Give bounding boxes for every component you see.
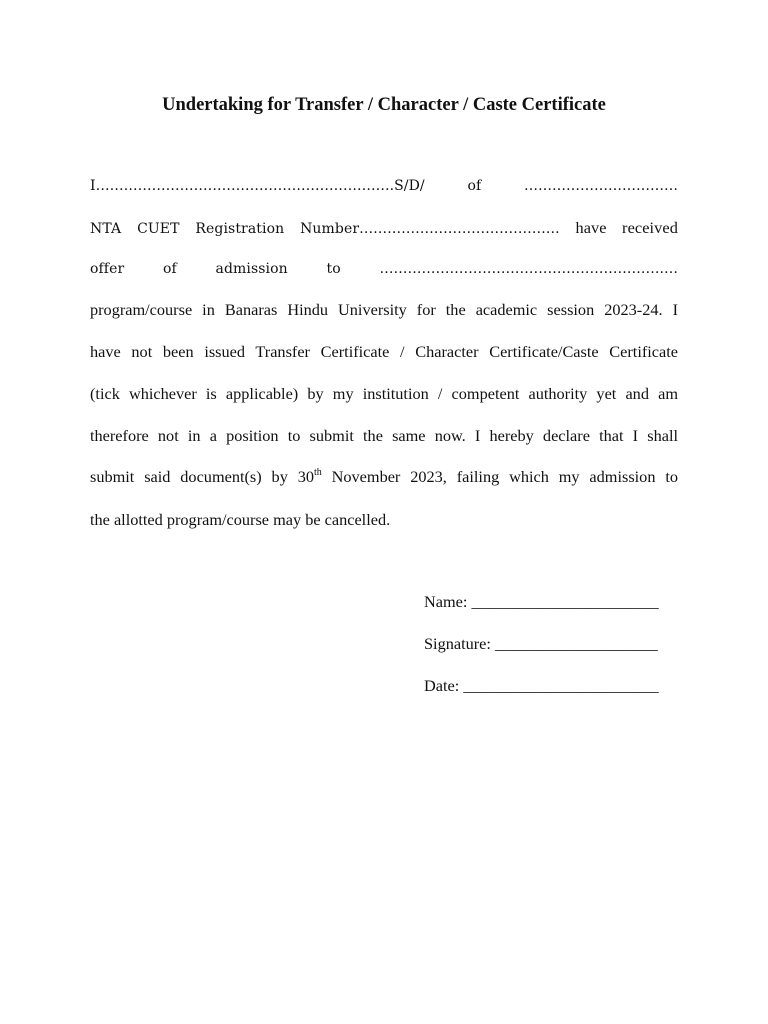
deadline-text-end: November 2023, failing which my admission to xyxy=(321,467,678,486)
to-word: to xyxy=(326,261,341,277)
name-field: Name: _______________________ xyxy=(424,592,659,611)
offer-word: offer xyxy=(90,261,125,277)
date-field: Date: ________________________ xyxy=(424,676,659,695)
registration-number-label: NTA CUET Registration Number xyxy=(90,221,360,237)
document-title: Undertaking for Transfer / Character / Caste Certificate xyxy=(162,95,606,115)
body-line-9: the allotted program/course may be cancelled. xyxy=(90,510,391,529)
body-line-4: program/course in Banaras Hindu University for the academic session 2023-24. I xyxy=(90,300,678,319)
registration-number-line xyxy=(90,217,678,240)
parent-relation-label: S/D/ of xyxy=(394,178,482,194)
program-blank-dots: …………………………………………………….… xyxy=(379,261,678,277)
body-line-6: (tick whichever is applicable) by my institution / competent authority yet and am xyxy=(90,384,678,403)
admission-word: admission xyxy=(215,261,288,277)
registration-number-blank-dots: ……………………………………. xyxy=(359,221,560,237)
declarant-name-line xyxy=(90,175,678,197)
signature-field: Signature: ____________________ xyxy=(424,634,658,653)
body-line-8 xyxy=(90,466,678,488)
ordinal-suffix: th xyxy=(313,466,322,478)
have-received-text: have received xyxy=(575,218,678,237)
name-blank-dots: ………………………………………………………. xyxy=(95,178,395,194)
parent-name-blank-dots: …………………………… xyxy=(524,178,678,194)
deadline-text-start: submit said document(s) by 30 xyxy=(90,467,314,486)
of-word: of xyxy=(163,261,177,277)
body-line-5: have not been issued Transfer Certificate / Character Certificate/Caste Certificate xyxy=(90,342,678,361)
offer-of-admission-line xyxy=(90,258,678,280)
body-line-7: therefore not in a position to submit the same now. I hereby declare that I shall xyxy=(90,426,678,445)
line1-prefix: I xyxy=(90,178,96,194)
